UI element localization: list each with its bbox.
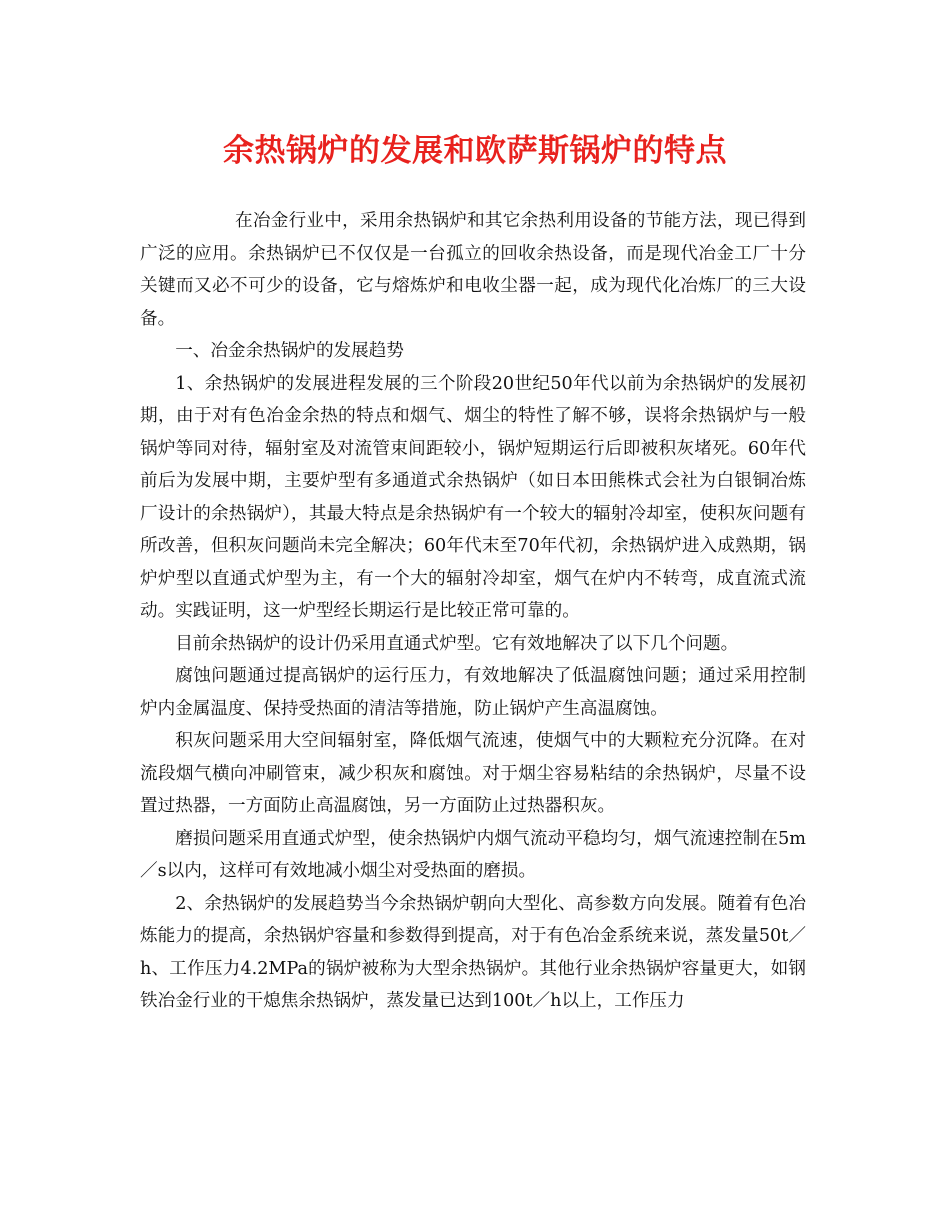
document-body [140, 205, 806, 1018]
document-title: 余热锅炉的发展和欧萨斯锅炉的特点 [223, 133, 727, 169]
paragraph-current-design: 目前余热锅炉的设计仍采用直通式炉型。它有效地解决了以下几个问题。 [175, 633, 739, 654]
paragraph-intro: 在冶金行业中，采用余热锅炉和其它余热利用设备的节能方法，现已得到广泛的应用。余热锅炉已不仅仅是一台孤立的回收余热设备，而是现代冶金工厂十分关键而又必不可少的设备，它与熔炼炉和电收尘器一起，成为现代化冶炼厂的三大设备。 [140, 211, 806, 329]
paragraph-wear: 磨损问题采用直通式炉型，使余热锅炉内烟气流动平稳均匀，烟气流速控制在5m／s以内，这样可有效地减小烟尘对受热面的磨损。 [140, 828, 806, 881]
paragraph-corrosion: 腐蚀问题通过提高锅炉的运行压力，有效地解决了低温腐蚀问题；通过采用控制炉内金属温度、保持受热面的清洁等措施，防止锅炉产生高温腐蚀。 [140, 666, 806, 719]
paragraph-trend: 2、余热锅炉的发展趋势当今余热锅炉朝向大型化、高参数方向发展。随着有色冶炼能力的提高，余热锅炉容量和参数得到提高，对于有色冶金系统来说，蒸发量50t／h、工作压力4.2MPa的锅炉被称为大型余热锅炉。其他行业余热锅炉容量更大，如钢铁冶金行业的干熄焦余热锅炉，蒸发量已达到100t／h以上，工作压力 [140, 893, 806, 1011]
section-heading-trend: 一、冶金余热锅炉的发展趋势 [175, 341, 404, 361]
paragraph-ash: 积灰问题采用大空间辐射室，降低烟气流速，使烟气中的大颗粒充分沉降。在对流段烟气横向冲刷管束，减少积灰和腐蚀。对于烟尘容易粘结的余热锅炉，尽量不设置过热器，一方面防止高温腐蚀，另一方面防止过热器积灰。 [140, 731, 806, 816]
paragraph-development-stages: 1、余热锅炉的发展进程发展的三个阶段20世纪50年代以前为余热锅炉的发展初期，由于对有色冶金余热的特点和烟气、烟尘的特性了解不够，误将余热锅炉与一般锅炉等同对待，辐射室及对流管束间距较小，锅炉短期运行后即被积灰堵死。60年代前后为发展中期，主要炉型有多通道式余热锅炉（如日本田熊株式会社为白银铜冶炼厂设计的余热锅炉），其最大特点是余热锅炉有一个较大的辐射冷却室，使积灰问题有所改善，但积灰问题尚未完全解决；60年代末至70年代初，余热锅炉进入成熟期，锅炉炉型以直通式炉型为主，有一个大的辐射冷却室，烟气在炉内不转弯，成直流式流动。实践证明，这一炉型经长期运行是比较正常可靠的。 [140, 373, 806, 621]
